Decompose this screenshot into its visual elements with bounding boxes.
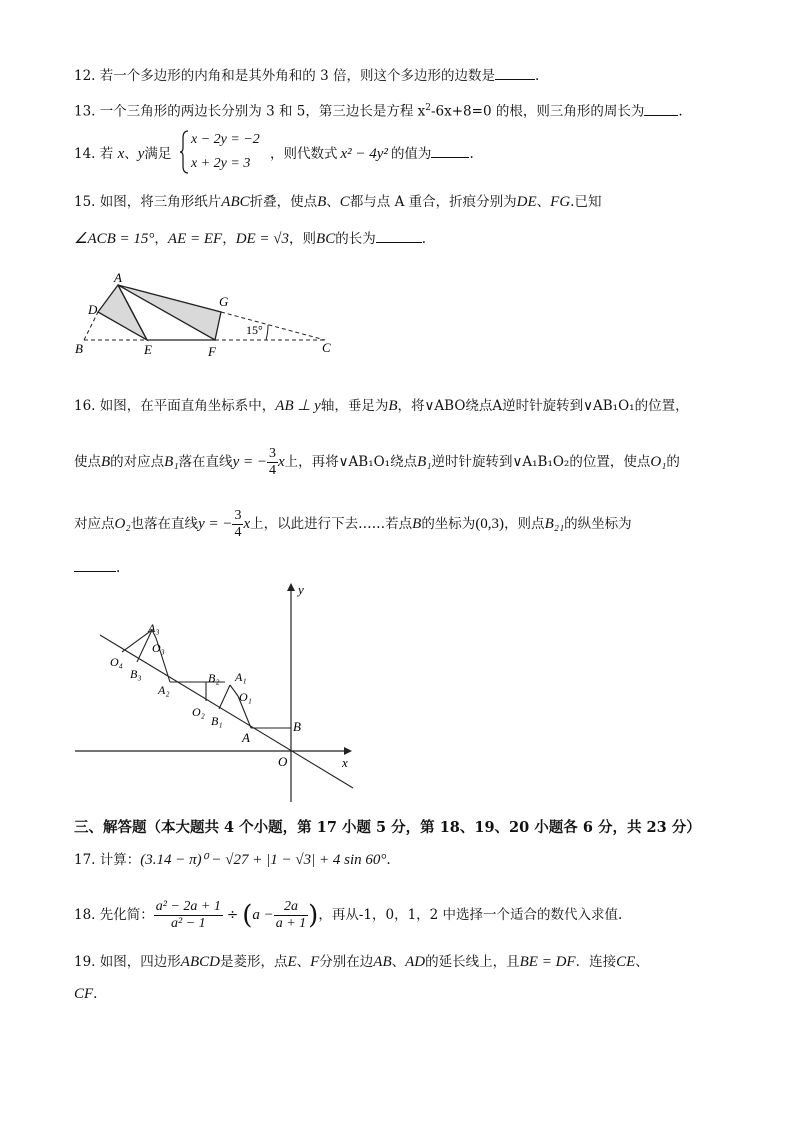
label-A: A [242,730,250,745]
segment-A1-B1 [219,685,230,709]
segment-O1-A1 [230,685,238,696]
label-A1: A₁ [235,670,247,684]
q12-number: 12. [74,68,96,84]
label-A: A [114,270,122,285]
answer-blank[interactable] [495,67,535,80]
q12-text: 若一个多边形的内角和是其外角和的 3 倍，则这个多边形的边数是 [99,68,495,84]
label-O: O [278,754,288,769]
line-y-neg-three-quarter-x [100,635,353,788]
question-19-line1: 19. 如图，四边形ABCD是菱形，点E、F分别在边AB、AD的延长线上，且BE = DF．连接CE、 [74,954,649,970]
x-axis-arrow [344,747,352,755]
label-D: D [88,302,98,317]
question-16-answer: . [74,558,120,578]
label-A3: A₃ [148,621,160,635]
label-B: B [75,341,83,356]
question-16-line3: 对应点O₂也落在直线y = − $\frac{3}{4}$ x上，以此进行下去……若点B的坐标为(0,3)，则点B₂₁的纵坐标为 [74,508,632,540]
label-B3: B₃ [130,667,142,681]
angle-arc [266,325,268,340]
label-O2: O₂ [192,705,205,719]
label-B: B [293,719,301,734]
label-G: G [219,294,229,309]
label-y: y [298,582,304,597]
question-14-tail: ，则代数式 x² − 4y² 的值为 . [270,146,474,162]
rotation-coordinate-figure [70,580,360,805]
question-19-line2: CF. [74,986,98,1002]
y-axis-arrow [287,583,295,591]
label-C: C [322,340,331,355]
equation-1: x − 2y = −2 [191,132,260,147]
label-A2: A₂ [158,683,170,697]
label-angle: 15° [246,323,263,337]
question-18: 18. 先化简： $\frac{\text{a² − 2a + 1}}{\text{a² − 1}}$ ÷ (a − $\frac{2a}{a + 1}$ )，再从-1，0，1，2 中选择一个适合的数代入求值. [74,899,623,931]
triangle-fold-figure [70,268,340,363]
question-12: 12. 若一个多边形的内角和是其外角和的 3 倍，则这个多边形的边数是 . [74,68,540,84]
label-B1: B₁ [211,714,223,728]
label-F: F [208,344,216,359]
equation-2: x + 2y = 3 [191,156,251,171]
label-O1: O₁ [239,690,252,704]
answer-blank[interactable] [74,559,116,572]
label-O3: O₃ [152,641,165,655]
label-E: E [144,342,152,357]
dashed-GC [221,312,325,340]
label-B2: B₂ [208,671,220,685]
label-O4: O₄ [110,655,123,669]
question-13: 13. 一个三角形的两边长分别为 3 和 5，第三边长是方程 $x^2-6x+8=0$ 的根，则三角形的周长为 . [74,103,683,120]
answer-blank[interactable] [644,103,678,116]
question-15-line1: 15. 如图，将三角形纸片ABC折叠，使点B、C都与点 A 重合，折痕分别为DE、FG.已知 [74,194,602,210]
system-brace [180,130,190,174]
label-x: x [342,755,348,770]
question-16-line2: 使点B的对应点B₁落在直线y = − $\frac{3}{4}$ x上，再将∨AB₁O₁绕点B₁逆时针旋转到∨A₁B₁O₂的位置，使点O₁的 [74,446,680,478]
question-17: 17. 计算：(3.14 − π)⁰ − √27 + |1 − √3| + 4 sin 60°. [74,852,391,868]
section-heading: 三、解答题（本大题共 4 个小题，第 17 小题 5 分，第 18、19、20 小题各 6 分，共 23 分） [74,819,701,836]
answer-blank[interactable] [376,230,422,243]
answer-blank[interactable] [431,145,469,158]
question-14: 14. 若 x、y满足 [74,146,172,162]
q13-number: 13. [74,103,96,120]
question-15-line2: ∠ACB = 15°，AE = EF，DE = √3，则BC的长为 . [74,231,427,247]
question-16-line1: 16. 如图，在平面直角坐标系中，AB ⊥ y轴，垂足为B，将∨ABO绕点A逆时针旋转到∨AB₁O₁的位置， [74,398,689,414]
